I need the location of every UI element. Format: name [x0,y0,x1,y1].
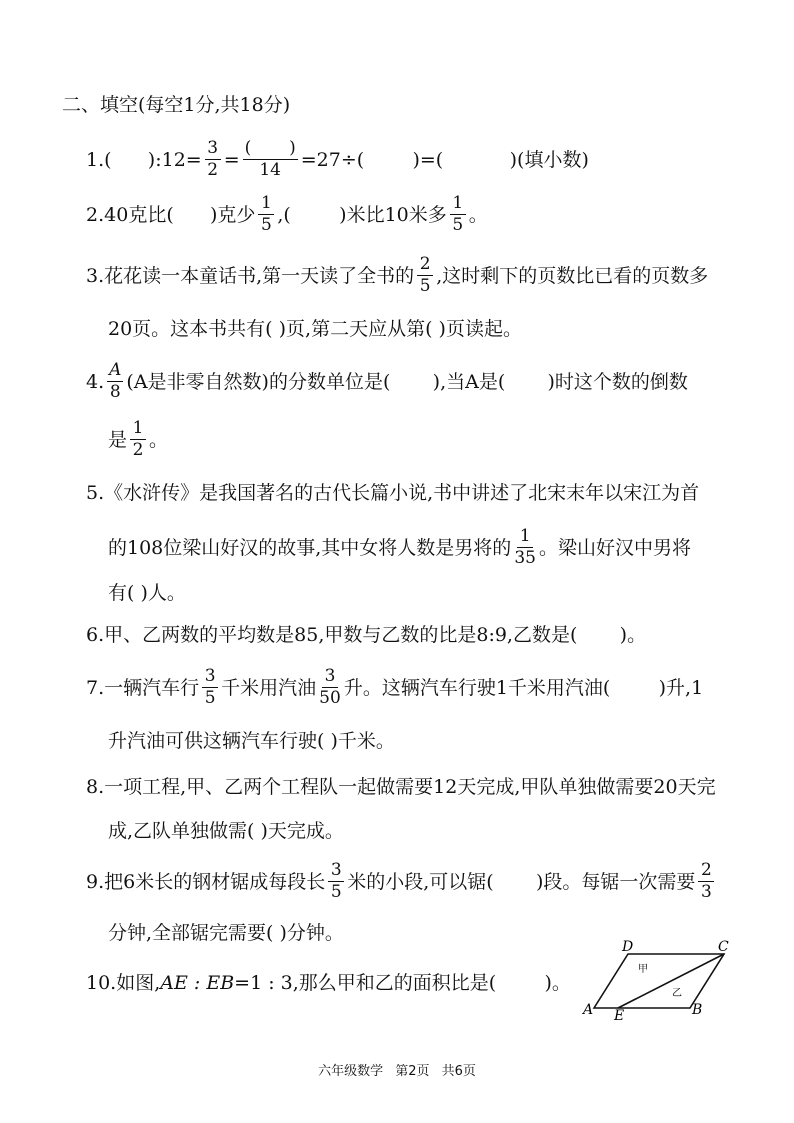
fraction-denominator: 5 [452,215,464,235]
fraction-numerator: 1 [517,528,533,548]
label-jia: 甲 [638,964,648,975]
fraction-numerator: A [109,360,122,380]
q9-number: 9. [86,870,105,893]
q3-text-2: ,这时剩下的页数比已看的页数多 [436,264,709,287]
question-5-line-3: 有( )人。 [108,582,186,604]
label-D: D [622,939,634,955]
question-6 [86,618,646,652]
section-title: 二、填空(每空1分,共18分) [62,94,291,116]
fraction-numerator: 1 [258,195,274,215]
question-9-line-2: 分钟,全部锯完需要( )分钟。 [108,922,344,944]
q4-text-1: (A是非零自然数)的分数单位是( ),当A是( )时这个数的倒数 [126,370,688,393]
q2-number: 2. [86,203,105,226]
q4-text-2: 是 [108,428,128,451]
question-5 [86,476,699,510]
q7-fraction-1 [202,668,218,707]
q7-fraction-2 [319,668,341,707]
fraction-numerator: 1 [450,195,466,215]
q10-number: 10. [86,972,117,994]
label-B: B [692,1002,703,1018]
fraction-numerator: 1 [130,420,146,440]
q4-number: 4. [86,370,105,393]
q10-text-1: 如图, [116,972,161,994]
q7-text-1: 一辆汽车行 [104,676,200,699]
q1-text-3: =27÷( )=( )(填小数) [300,148,589,171]
fraction-numerator: 3 [322,668,338,688]
question-7 [86,668,703,707]
question-8 [86,770,716,804]
q9-text-2: 米的小段,可以锯( )段。每锯一次需要 [347,870,696,893]
q5-text-3: 。梁山好汉中男将 [538,536,691,559]
q2-fraction-1 [258,195,274,234]
fraction-denominator: 5 [204,688,216,708]
page-footer [0,1060,794,1079]
q7-text-3: 升。这辆汽车行驶1千米用汽油( )升,1 [343,676,704,699]
q2-text-1: 40克比( )克少 [104,203,256,226]
q8-number: 8. [86,776,105,798]
q1-fraction-1 [205,140,221,179]
q2-text-3: 。 [468,203,488,226]
fraction-denominator: 2 [132,440,144,460]
fraction-numerator: 3 [205,140,221,160]
fraction-numerator: ( ) [244,138,296,158]
footer-subject: 六年级数学 [318,1064,384,1079]
q8-text-1: 一项工程,甲、乙两个工程队一起做需要12天完成,甲队单独做需要20天完 [104,776,716,798]
fraction-denominator: 8 [109,382,121,402]
fraction-denominator: 5 [419,276,431,296]
fraction-denominator: 5 [260,215,272,235]
q5-text-2: 的108位梁山好汉的故事,其中女将人数是男将的 [108,536,512,559]
question-2 [86,195,488,234]
question-10 [86,966,571,1000]
q6-number: 6. [86,624,105,646]
q1-text-2: = [223,148,240,171]
q2-fraction-2 [450,195,466,234]
q7-number: 7. [86,676,105,699]
question-1 [86,140,589,179]
fraction-numerator: 2 [417,256,433,276]
question-7-line-2: 升汽油可供这辆汽车行驶( )千米。 [108,730,395,752]
segment-EC [618,954,724,1008]
q7-text-2: 千米用汽油 [221,676,317,699]
label-C: C [718,939,729,955]
parallelogram-shape [594,954,724,1008]
label-yi: 乙 [672,988,682,999]
q9-text-1: 把6米长的钢材锯成每段长 [104,870,326,893]
q3-text-1: 花花读一本童话书,第一天读了全书的 [104,264,415,287]
q4-fraction-1 [107,362,123,401]
label-E: E [614,1008,625,1020]
q5-number: 5. [86,482,105,504]
q6-text-1: 甲、乙两数的平均数是85,甲数与乙数的比是8:9,乙数是( )。 [104,624,647,646]
question-3 [86,256,708,295]
q1-fraction-2 [243,140,298,179]
q2-text-2: ,( )米比10米多 [277,203,447,226]
q10-ratio: AE : EB [160,972,235,994]
question-4-line-2 [108,420,168,459]
q1-text-1: ( ):12= [104,148,202,171]
fraction-denominator: 3 [700,882,712,902]
q4-text-3: 。 [149,428,169,451]
footer-total: 共6页 [441,1064,476,1079]
question-8-line-2: 成,乙队单独做需( )天完成。 [108,820,344,842]
footer-page: 第2页 [395,1064,430,1079]
q1-number: 1. [86,148,105,171]
fraction-numerator: 3 [328,862,344,882]
q10-text-2: =1 : 3,那么甲和乙的面积比是( )。 [234,972,571,994]
fraction-denominator: 14 [259,160,281,180]
fraction-numerator: 2 [698,862,714,882]
fraction-denominator: 35 [514,548,536,568]
q9-fraction-2 [698,862,714,901]
fraction-denominator: 5 [330,882,342,902]
q5-text-1: 《水浒传》是我国著名的古代长篇小说,书中讲述了北宋末年以宋江为首 [104,482,700,504]
q9-fraction-1 [328,862,344,901]
parallelogram-figure [580,938,740,1020]
q3-number: 3. [86,264,105,287]
fraction-denominator: 50 [319,688,341,708]
question-3-line-2: 20页。这本书共有( )页,第二天应从第( )页读起。 [108,318,522,340]
q4-fraction-2 [130,420,146,459]
question-9 [86,862,717,901]
q3-fraction-1 [417,256,433,295]
label-A: A [583,1002,594,1018]
fraction-denominator: 2 [207,160,219,180]
q5-fraction-1 [514,528,536,567]
question-5-line-2 [108,528,691,567]
fraction-numerator: 3 [202,668,218,688]
question-4 [86,362,688,401]
